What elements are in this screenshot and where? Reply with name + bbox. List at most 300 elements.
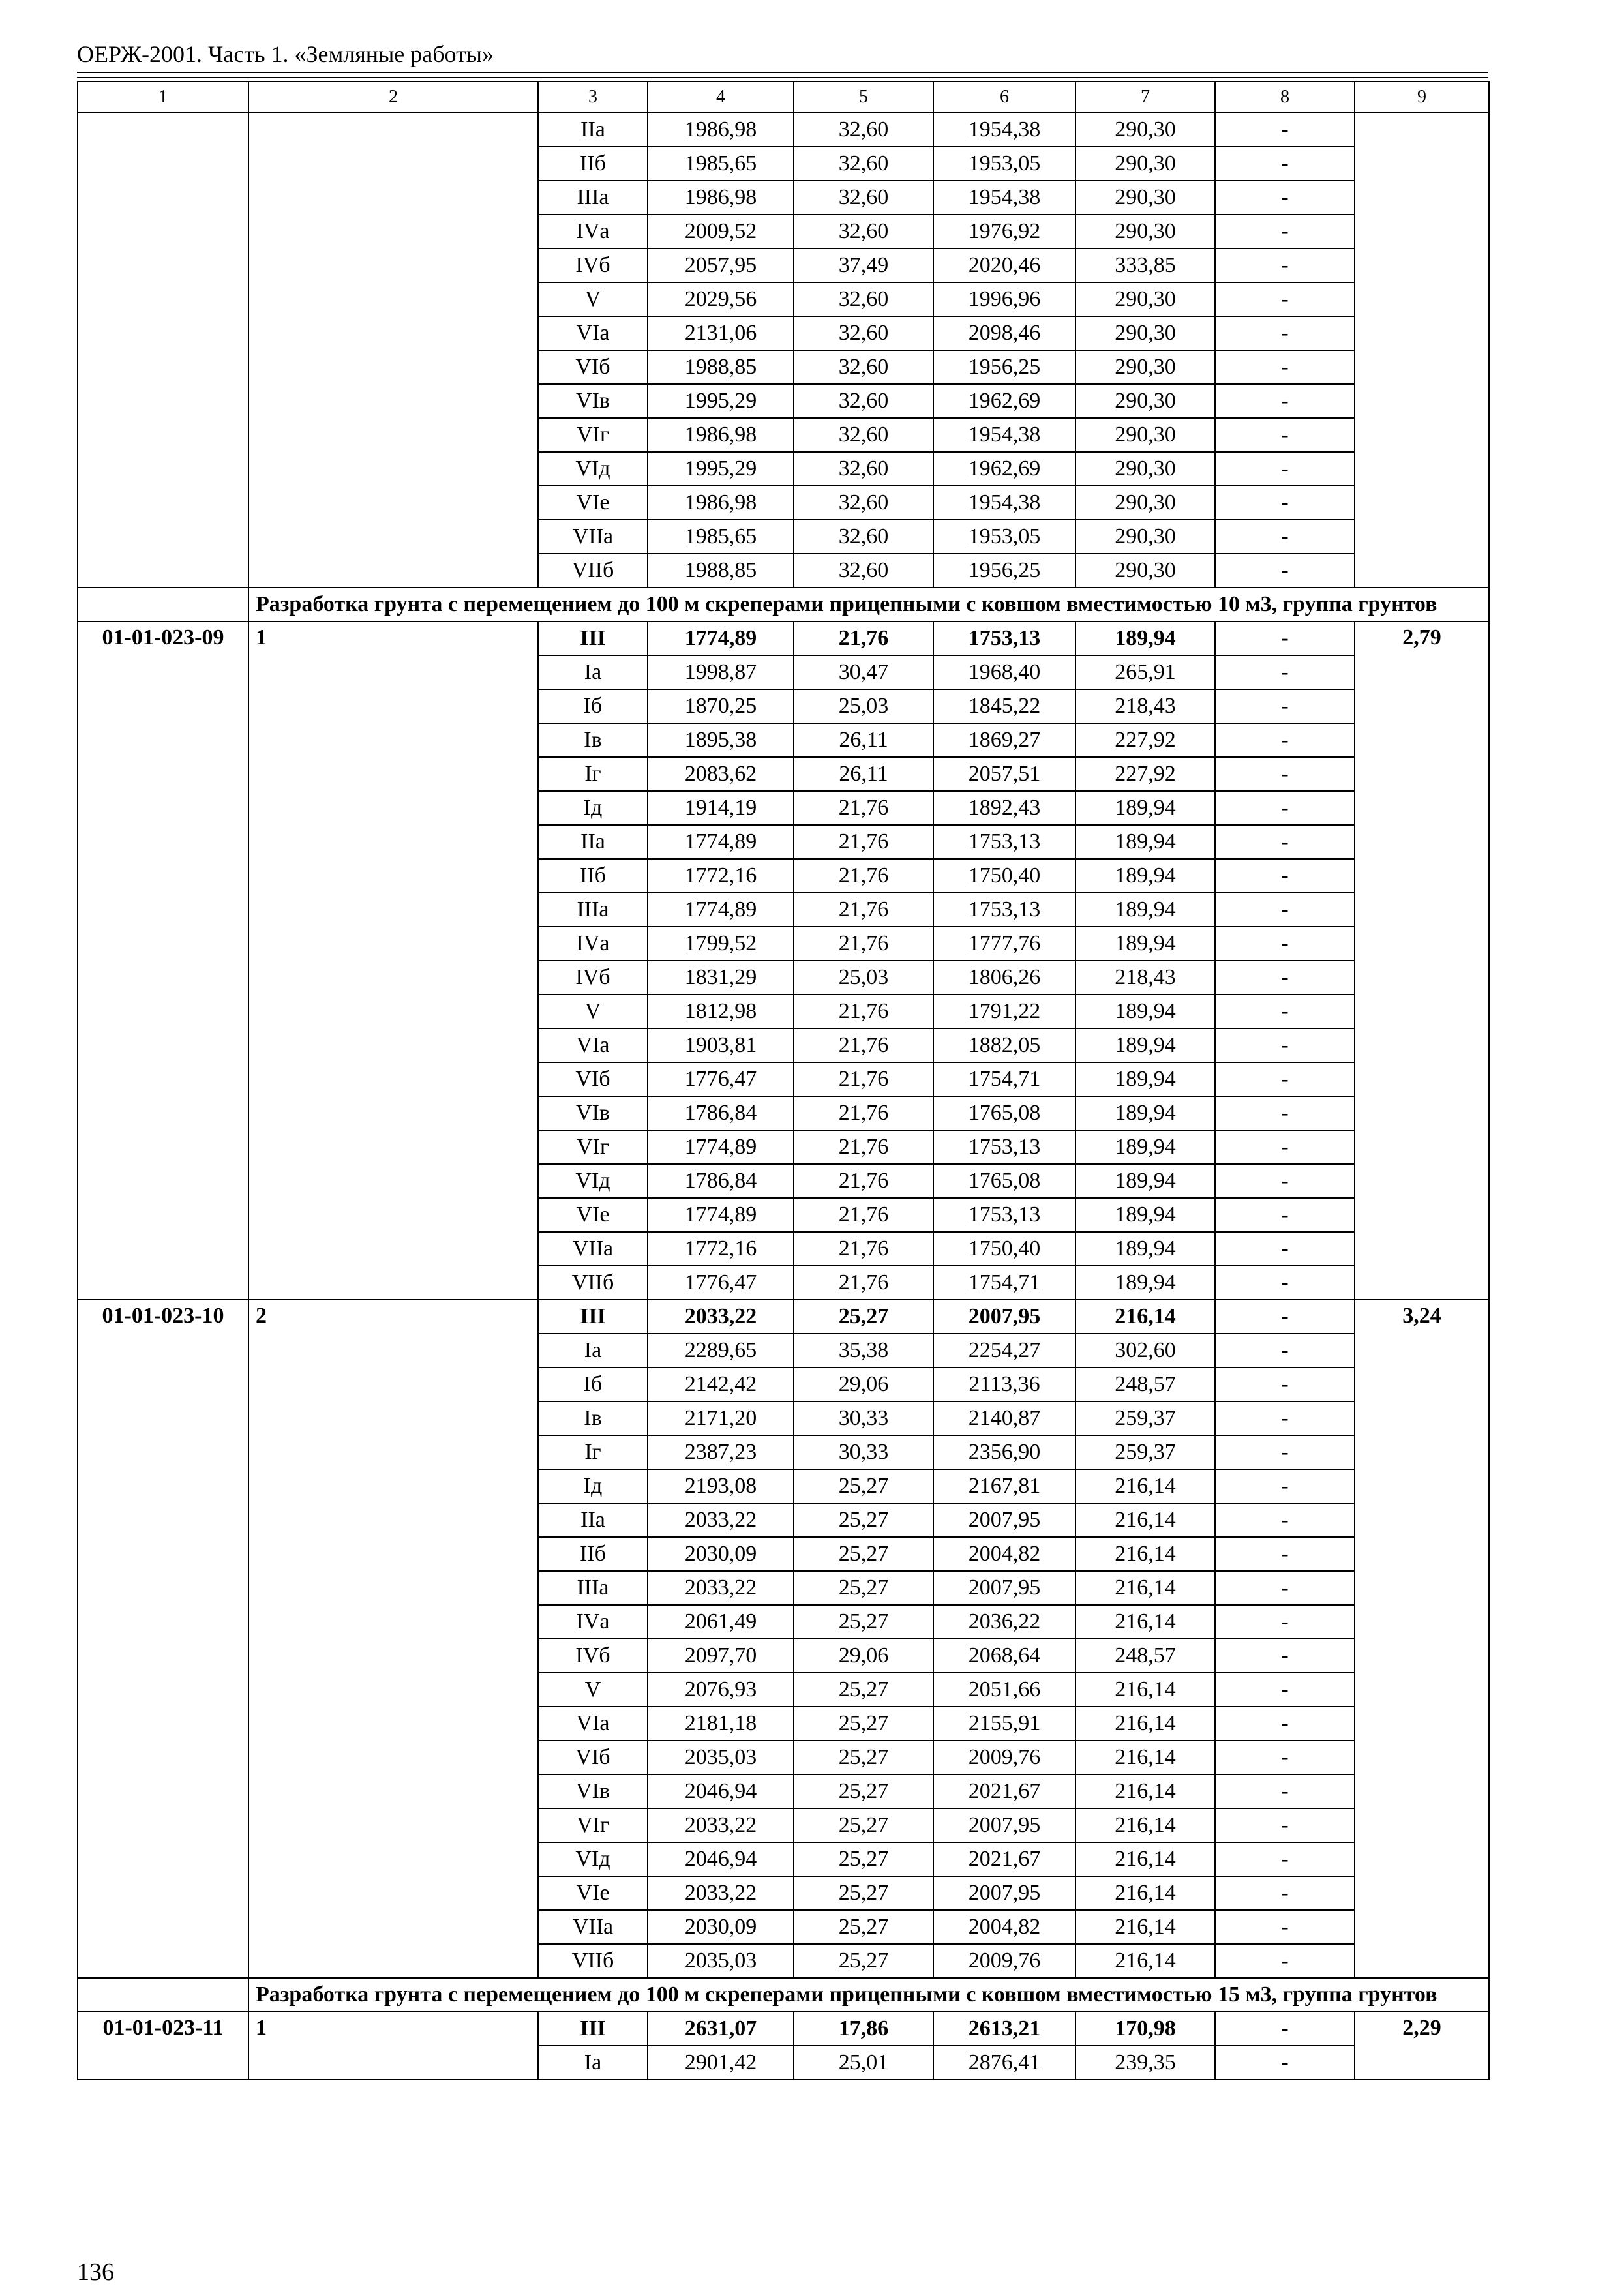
- materials-cost: -: [1215, 1571, 1355, 1605]
- machinist-wages: 259,37: [1075, 1401, 1215, 1435]
- machinist-wages: 218,43: [1075, 689, 1215, 723]
- labor-wages: 25,27: [794, 1808, 933, 1842]
- machinist-wages: 216,14: [1075, 1910, 1215, 1944]
- machinist-wages: 333,85: [1075, 248, 1215, 282]
- machinist-wages: 189,94: [1075, 995, 1215, 1028]
- machine-costs: 1954,38: [933, 418, 1075, 452]
- soil-group: Iд: [538, 791, 648, 825]
- section-title-row: [78, 1978, 1489, 2012]
- machine-costs: 1791,22: [933, 995, 1075, 1028]
- column-number: 8: [1215, 82, 1355, 113]
- direct-costs: 2046,94: [648, 1842, 794, 1876]
- machinist-wages: 290,30: [1075, 418, 1215, 452]
- labor-wages: 21,76: [794, 893, 933, 927]
- machinist-wages: 170,98: [1075, 2012, 1215, 2046]
- machinist-wages: 248,57: [1075, 1368, 1215, 1401]
- machinist-wages: 290,30: [1075, 384, 1215, 418]
- direct-costs: 2033,22: [648, 1808, 794, 1842]
- direct-costs: 2142,42: [648, 1368, 794, 1401]
- column-number: 5: [794, 82, 933, 113]
- direct-costs: 1772,16: [648, 1232, 794, 1266]
- machine-costs: 1777,76: [933, 927, 1075, 961]
- section-title-spacer: [78, 1978, 248, 2012]
- machinist-wages: 290,30: [1075, 181, 1215, 215]
- materials-cost: -: [1215, 1300, 1355, 1334]
- labor-wages: 25,27: [794, 1605, 933, 1639]
- materials-cost: -: [1215, 1537, 1355, 1571]
- machine-costs: 1754,71: [933, 1266, 1075, 1300]
- machinist-wages: 218,43: [1075, 961, 1215, 995]
- labor-wages: 37,49: [794, 248, 933, 282]
- direct-costs: 1995,29: [648, 384, 794, 418]
- table-body: [78, 82, 1489, 2080]
- direct-costs: 1831,29: [648, 961, 794, 995]
- direct-costs: 2631,07: [648, 2012, 794, 2046]
- materials-cost: -: [1215, 181, 1355, 215]
- machine-costs: 1962,69: [933, 384, 1075, 418]
- machine-costs: 1954,38: [933, 181, 1075, 215]
- item-number: [248, 113, 538, 588]
- rates-table: [77, 81, 1490, 2080]
- labor-wages: 21,76: [794, 1266, 933, 1300]
- labor-wages: 25,27: [794, 1944, 933, 1978]
- labor-wages: 25,27: [794, 1842, 933, 1876]
- direct-costs: 1776,47: [648, 1266, 794, 1300]
- machinist-wages: 189,94: [1075, 859, 1215, 893]
- labor-wages: 21,76: [794, 859, 933, 893]
- materials-cost: -: [1215, 1774, 1355, 1808]
- machine-costs: 1750,40: [933, 1232, 1075, 1266]
- direct-costs: 2033,22: [648, 1571, 794, 1605]
- machine-costs: 1892,43: [933, 791, 1075, 825]
- soil-group: VIв: [538, 384, 648, 418]
- machinist-wages: 216,14: [1075, 1503, 1215, 1537]
- direct-costs: 2033,22: [648, 1300, 794, 1334]
- machine-costs: 2876,41: [933, 2046, 1075, 2080]
- soil-group: VIIа: [538, 520, 648, 554]
- machinist-wages: 216,14: [1075, 1300, 1215, 1334]
- direct-costs: 2181,18: [648, 1707, 794, 1741]
- labor-wages: 25,27: [794, 1707, 933, 1741]
- machine-costs: 2068,64: [933, 1639, 1075, 1673]
- machine-costs: 2113,36: [933, 1368, 1075, 1401]
- machine-costs: 2004,82: [933, 1910, 1075, 1944]
- direct-costs: 2029,56: [648, 282, 794, 316]
- soil-group: VIа: [538, 1707, 648, 1741]
- soil-group: VIа: [538, 316, 648, 350]
- machinist-wages: 216,14: [1075, 1876, 1215, 1910]
- soil-group: VIIа: [538, 1232, 648, 1266]
- machine-costs: 1753,13: [933, 825, 1075, 859]
- labor-wages: 25,27: [794, 1741, 933, 1774]
- machinist-wages: 265,91: [1075, 655, 1215, 689]
- soil-group: VIе: [538, 1876, 648, 1910]
- labor-wages: 21,76: [794, 1028, 933, 1062]
- machine-costs: 2167,81: [933, 1469, 1075, 1503]
- item-number: 1: [248, 621, 538, 1300]
- direct-costs: 1774,89: [648, 893, 794, 927]
- labor-coefficient: 2,79: [1355, 621, 1489, 1300]
- soil-group: VIг: [538, 1808, 648, 1842]
- direct-costs: 1799,52: [648, 927, 794, 961]
- materials-cost: -: [1215, 384, 1355, 418]
- machinist-wages: 216,14: [1075, 1605, 1215, 1639]
- soil-group: IIа: [538, 825, 648, 859]
- soil-group: IVб: [538, 1639, 648, 1673]
- machine-costs: 1956,25: [933, 554, 1075, 588]
- machine-costs: 2007,95: [933, 1300, 1075, 1334]
- soil-group: Iг: [538, 757, 648, 791]
- soil-group: III: [538, 2012, 648, 2046]
- machine-costs: 1765,08: [933, 1164, 1075, 1198]
- direct-costs: 1998,87: [648, 655, 794, 689]
- column-number: 6: [933, 82, 1075, 113]
- machinist-wages: 290,30: [1075, 350, 1215, 384]
- direct-costs: 1914,19: [648, 791, 794, 825]
- machinist-wages: 290,30: [1075, 554, 1215, 588]
- machinist-wages: 248,57: [1075, 1639, 1215, 1673]
- machine-costs: 1976,92: [933, 215, 1075, 248]
- soil-group: IIа: [538, 113, 648, 147]
- page-number: 136: [77, 2258, 114, 2286]
- labor-coefficient: 3,24: [1355, 1300, 1489, 1978]
- labor-wages: 21,76: [794, 927, 933, 961]
- labor-wages: 29,06: [794, 1639, 933, 1673]
- labor-wages: 32,60: [794, 418, 933, 452]
- labor-wages: 25,27: [794, 1503, 933, 1537]
- direct-costs: 1776,47: [648, 1062, 794, 1096]
- labor-wages: 32,60: [794, 113, 933, 147]
- materials-cost: -: [1215, 1741, 1355, 1774]
- machinist-wages: 216,14: [1075, 1741, 1215, 1774]
- labor-wages: 25,27: [794, 1876, 933, 1910]
- machinist-wages: 189,94: [1075, 1164, 1215, 1198]
- materials-cost: -: [1215, 1266, 1355, 1300]
- labor-wages: 25,27: [794, 1673, 933, 1707]
- soil-group: IIIа: [538, 893, 648, 927]
- materials-cost: -: [1215, 1469, 1355, 1503]
- direct-costs: 2030,09: [648, 1537, 794, 1571]
- materials-cost: -: [1215, 1401, 1355, 1435]
- machinist-wages: 189,94: [1075, 1062, 1215, 1096]
- labor-wages: 21,76: [794, 1062, 933, 1096]
- materials-cost: -: [1215, 961, 1355, 995]
- header-rule: [77, 72, 1488, 73]
- machine-costs: 1953,05: [933, 147, 1075, 181]
- soil-group: VIIб: [538, 554, 648, 588]
- materials-cost: -: [1215, 147, 1355, 181]
- machine-costs: 2009,76: [933, 1741, 1075, 1774]
- materials-cost: -: [1215, 655, 1355, 689]
- machine-costs: 2057,51: [933, 757, 1075, 791]
- machine-costs: 2036,22: [933, 1605, 1075, 1639]
- materials-cost: -: [1215, 893, 1355, 927]
- soil-group: VIа: [538, 1028, 648, 1062]
- direct-costs: 1772,16: [648, 859, 794, 893]
- direct-costs: 1995,29: [648, 452, 794, 486]
- materials-cost: -: [1215, 452, 1355, 486]
- machinist-wages: 189,94: [1075, 1198, 1215, 1232]
- materials-cost: -: [1215, 282, 1355, 316]
- materials-cost: -: [1215, 1503, 1355, 1537]
- materials-cost: -: [1215, 1435, 1355, 1469]
- section-title: Разработка грунта с перемещением до 100 м скреперами прицепными с ковшом вместимостью 10 м3, группа грунтов: [248, 588, 1489, 621]
- direct-costs: 1985,65: [648, 520, 794, 554]
- machinist-wages: 239,35: [1075, 2046, 1215, 2080]
- machinist-wages: 216,14: [1075, 1774, 1215, 1808]
- direct-costs: 1988,85: [648, 554, 794, 588]
- materials-cost: -: [1215, 113, 1355, 147]
- machinist-wages: 189,94: [1075, 1266, 1215, 1300]
- machine-costs: 1806,26: [933, 961, 1075, 995]
- direct-costs: 2061,49: [648, 1605, 794, 1639]
- machinist-wages: 290,30: [1075, 147, 1215, 181]
- labor-wages: 32,60: [794, 316, 933, 350]
- labor-wages: 30,33: [794, 1401, 933, 1435]
- machine-costs: 1956,25: [933, 350, 1075, 384]
- materials-cost: -: [1215, 1842, 1355, 1876]
- soil-group: IVа: [538, 927, 648, 961]
- labor-wages: 21,76: [794, 621, 933, 655]
- materials-cost: -: [1215, 554, 1355, 588]
- column-number: 2: [248, 82, 538, 113]
- rate-code: 01-01-023-11: [78, 2012, 248, 2080]
- labor-wages: 21,76: [794, 1096, 933, 1130]
- direct-costs: 1895,38: [648, 723, 794, 757]
- machine-costs: 2051,66: [933, 1673, 1075, 1707]
- direct-costs: 2076,93: [648, 1673, 794, 1707]
- materials-cost: -: [1215, 1368, 1355, 1401]
- labor-wages: 21,76: [794, 1164, 933, 1198]
- machinist-wages: 216,14: [1075, 1842, 1215, 1876]
- direct-costs: 1986,98: [648, 418, 794, 452]
- soil-group: Iа: [538, 655, 648, 689]
- direct-costs: 1786,84: [648, 1096, 794, 1130]
- labor-wages: 32,60: [794, 282, 933, 316]
- machine-costs: 2356,90: [933, 1435, 1075, 1469]
- direct-costs: 2033,22: [648, 1503, 794, 1537]
- soil-group: V: [538, 995, 648, 1028]
- machinist-wages: 189,94: [1075, 927, 1215, 961]
- labor-wages: 32,60: [794, 215, 933, 248]
- machine-costs: 2254,27: [933, 1334, 1075, 1368]
- materials-cost: -: [1215, 316, 1355, 350]
- machine-costs: 2021,67: [933, 1842, 1075, 1876]
- soil-group: VIб: [538, 350, 648, 384]
- machinist-wages: 259,37: [1075, 1435, 1215, 1469]
- soil-group: IIа: [538, 1503, 648, 1537]
- machinist-wages: 290,30: [1075, 520, 1215, 554]
- soil-group: III: [538, 621, 648, 655]
- machinist-wages: 290,30: [1075, 215, 1215, 248]
- labor-wages: 25,27: [794, 1300, 933, 1334]
- column-number: 7: [1075, 82, 1215, 113]
- direct-costs: 1812,98: [648, 995, 794, 1028]
- machinist-wages: 189,94: [1075, 1028, 1215, 1062]
- labor-wages: 25,27: [794, 1469, 933, 1503]
- direct-costs: 2033,22: [648, 1876, 794, 1910]
- machinist-wages: 189,94: [1075, 1232, 1215, 1266]
- labor-wages: 25,03: [794, 961, 933, 995]
- soil-group: IIб: [538, 1537, 648, 1571]
- soil-group: V: [538, 1673, 648, 1707]
- section-title: Разработка грунта с перемещением до 100 м скреперами прицепными с ковшом вместимостью 15 м3, группа грунтов: [248, 1978, 1489, 2012]
- labor-wages: 32,60: [794, 520, 933, 554]
- direct-costs: 1986,98: [648, 113, 794, 147]
- materials-cost: -: [1215, 1673, 1355, 1707]
- machine-costs: 1750,40: [933, 859, 1075, 893]
- machine-costs: 1765,08: [933, 1096, 1075, 1130]
- machinist-wages: 189,94: [1075, 791, 1215, 825]
- direct-costs: 1786,84: [648, 1164, 794, 1198]
- materials-cost: -: [1215, 350, 1355, 384]
- machinist-wages: 290,30: [1075, 486, 1215, 520]
- soil-group: VIв: [538, 1774, 648, 1808]
- column-number: 1: [78, 82, 248, 113]
- labor-wages: 25,27: [794, 1537, 933, 1571]
- machine-costs: 1996,96: [933, 282, 1075, 316]
- machinist-wages: 227,92: [1075, 757, 1215, 791]
- machinist-wages: 189,94: [1075, 621, 1215, 655]
- machinist-wages: 189,94: [1075, 1130, 1215, 1164]
- soil-group: Iв: [538, 1401, 648, 1435]
- direct-costs: 2901,42: [648, 2046, 794, 2080]
- machinist-wages: 216,14: [1075, 1808, 1215, 1842]
- soil-group: IVа: [538, 1605, 648, 1639]
- machine-costs: 2007,95: [933, 1808, 1075, 1842]
- direct-costs: 1903,81: [648, 1028, 794, 1062]
- direct-costs: 2289,65: [648, 1334, 794, 1368]
- table-row: [78, 2012, 1489, 2046]
- materials-cost: -: [1215, 1876, 1355, 1910]
- column-number-row: [78, 82, 1489, 113]
- labor-wages: 21,76: [794, 825, 933, 859]
- column-number: 3: [538, 82, 648, 113]
- page-header: ОЕРЖ-2001. Часть 1. «Земляные работы»: [77, 41, 494, 67]
- labor-wages: 32,60: [794, 486, 933, 520]
- direct-costs: 1774,89: [648, 825, 794, 859]
- direct-costs: 2131,06: [648, 316, 794, 350]
- item-number: 2: [248, 1300, 538, 1978]
- labor-wages: 25,01: [794, 2046, 933, 2080]
- machine-costs: 2140,87: [933, 1401, 1075, 1435]
- soil-group: IVб: [538, 248, 648, 282]
- materials-cost: -: [1215, 1334, 1355, 1368]
- materials-cost: -: [1215, 1639, 1355, 1673]
- soil-group: VIе: [538, 486, 648, 520]
- soil-group: Iа: [538, 2046, 648, 2080]
- soil-group: Iа: [538, 1334, 648, 1368]
- machinist-wages: 216,14: [1075, 1469, 1215, 1503]
- labor-wages: 35,38: [794, 1334, 933, 1368]
- machinist-wages: 227,92: [1075, 723, 1215, 757]
- soil-group: Iг: [538, 1435, 648, 1469]
- materials-cost: -: [1215, 215, 1355, 248]
- direct-costs: 2171,20: [648, 1401, 794, 1435]
- machine-costs: 1954,38: [933, 486, 1075, 520]
- soil-group: VIв: [538, 1096, 648, 1130]
- machinist-wages: 290,30: [1075, 282, 1215, 316]
- machinist-wages: 216,14: [1075, 1571, 1215, 1605]
- soil-group: III: [538, 1300, 648, 1334]
- labor-wages: 32,60: [794, 384, 933, 418]
- direct-costs: 2193,08: [648, 1469, 794, 1503]
- labor-wages: 17,86: [794, 2012, 933, 2046]
- labor-wages: 26,11: [794, 757, 933, 791]
- machine-costs: 2007,95: [933, 1876, 1075, 1910]
- machine-costs: 1753,13: [933, 1198, 1075, 1232]
- direct-costs: 2009,52: [648, 215, 794, 248]
- machine-costs: 1869,27: [933, 723, 1075, 757]
- materials-cost: -: [1215, 1198, 1355, 1232]
- materials-cost: -: [1215, 621, 1355, 655]
- labor-wages: 25,03: [794, 689, 933, 723]
- machinist-wages: 216,14: [1075, 1673, 1215, 1707]
- soil-group: VIб: [538, 1741, 648, 1774]
- materials-cost: -: [1215, 1707, 1355, 1741]
- machine-costs: 1953,05: [933, 520, 1075, 554]
- labor-wages: 30,33: [794, 1435, 933, 1469]
- machinist-wages: 290,30: [1075, 113, 1215, 147]
- machine-costs: 1753,13: [933, 621, 1075, 655]
- materials-cost: -: [1215, 859, 1355, 893]
- materials-cost: -: [1215, 1164, 1355, 1198]
- soil-group: V: [538, 282, 648, 316]
- direct-costs: 2030,09: [648, 1910, 794, 1944]
- labor-coefficient: [1355, 113, 1489, 588]
- labor-wages: 32,60: [794, 350, 933, 384]
- machine-costs: 2098,46: [933, 316, 1075, 350]
- machine-costs: 2004,82: [933, 1537, 1075, 1571]
- section-title-spacer: [78, 588, 248, 621]
- machinist-wages: 216,14: [1075, 1707, 1215, 1741]
- soil-group: VIг: [538, 418, 648, 452]
- materials-cost: -: [1215, 1028, 1355, 1062]
- section-title-row: [78, 588, 1489, 621]
- materials-cost: -: [1215, 1910, 1355, 1944]
- materials-cost: -: [1215, 1130, 1355, 1164]
- machinist-wages: 290,30: [1075, 452, 1215, 486]
- machine-costs: 2007,95: [933, 1503, 1075, 1537]
- materials-cost: -: [1215, 418, 1355, 452]
- direct-costs: 2035,03: [648, 1944, 794, 1978]
- direct-costs: 1774,89: [648, 621, 794, 655]
- materials-cost: -: [1215, 1944, 1355, 1978]
- direct-costs: 2046,94: [648, 1774, 794, 1808]
- labor-coefficient: 2,29: [1355, 2012, 1489, 2080]
- direct-costs: 2097,70: [648, 1639, 794, 1673]
- machine-costs: 1954,38: [933, 113, 1075, 147]
- soil-group: Iб: [538, 689, 648, 723]
- labor-wages: 32,60: [794, 181, 933, 215]
- soil-group: VIд: [538, 1842, 648, 1876]
- rate-code: [78, 113, 248, 588]
- rate-code: 01-01-023-09: [78, 621, 248, 1300]
- table-row: [78, 1300, 1489, 1334]
- labor-wages: 26,11: [794, 723, 933, 757]
- labor-wages: 21,76: [794, 791, 933, 825]
- column-number: 4: [648, 82, 794, 113]
- labor-wages: 29,06: [794, 1368, 933, 1401]
- soil-group: VIIб: [538, 1944, 648, 1978]
- materials-cost: -: [1215, 791, 1355, 825]
- direct-costs: 1774,89: [648, 1198, 794, 1232]
- machine-costs: 1968,40: [933, 655, 1075, 689]
- direct-costs: 2083,62: [648, 757, 794, 791]
- machine-costs: 2155,91: [933, 1707, 1075, 1741]
- direct-costs: 2387,23: [648, 1435, 794, 1469]
- materials-cost: -: [1215, 248, 1355, 282]
